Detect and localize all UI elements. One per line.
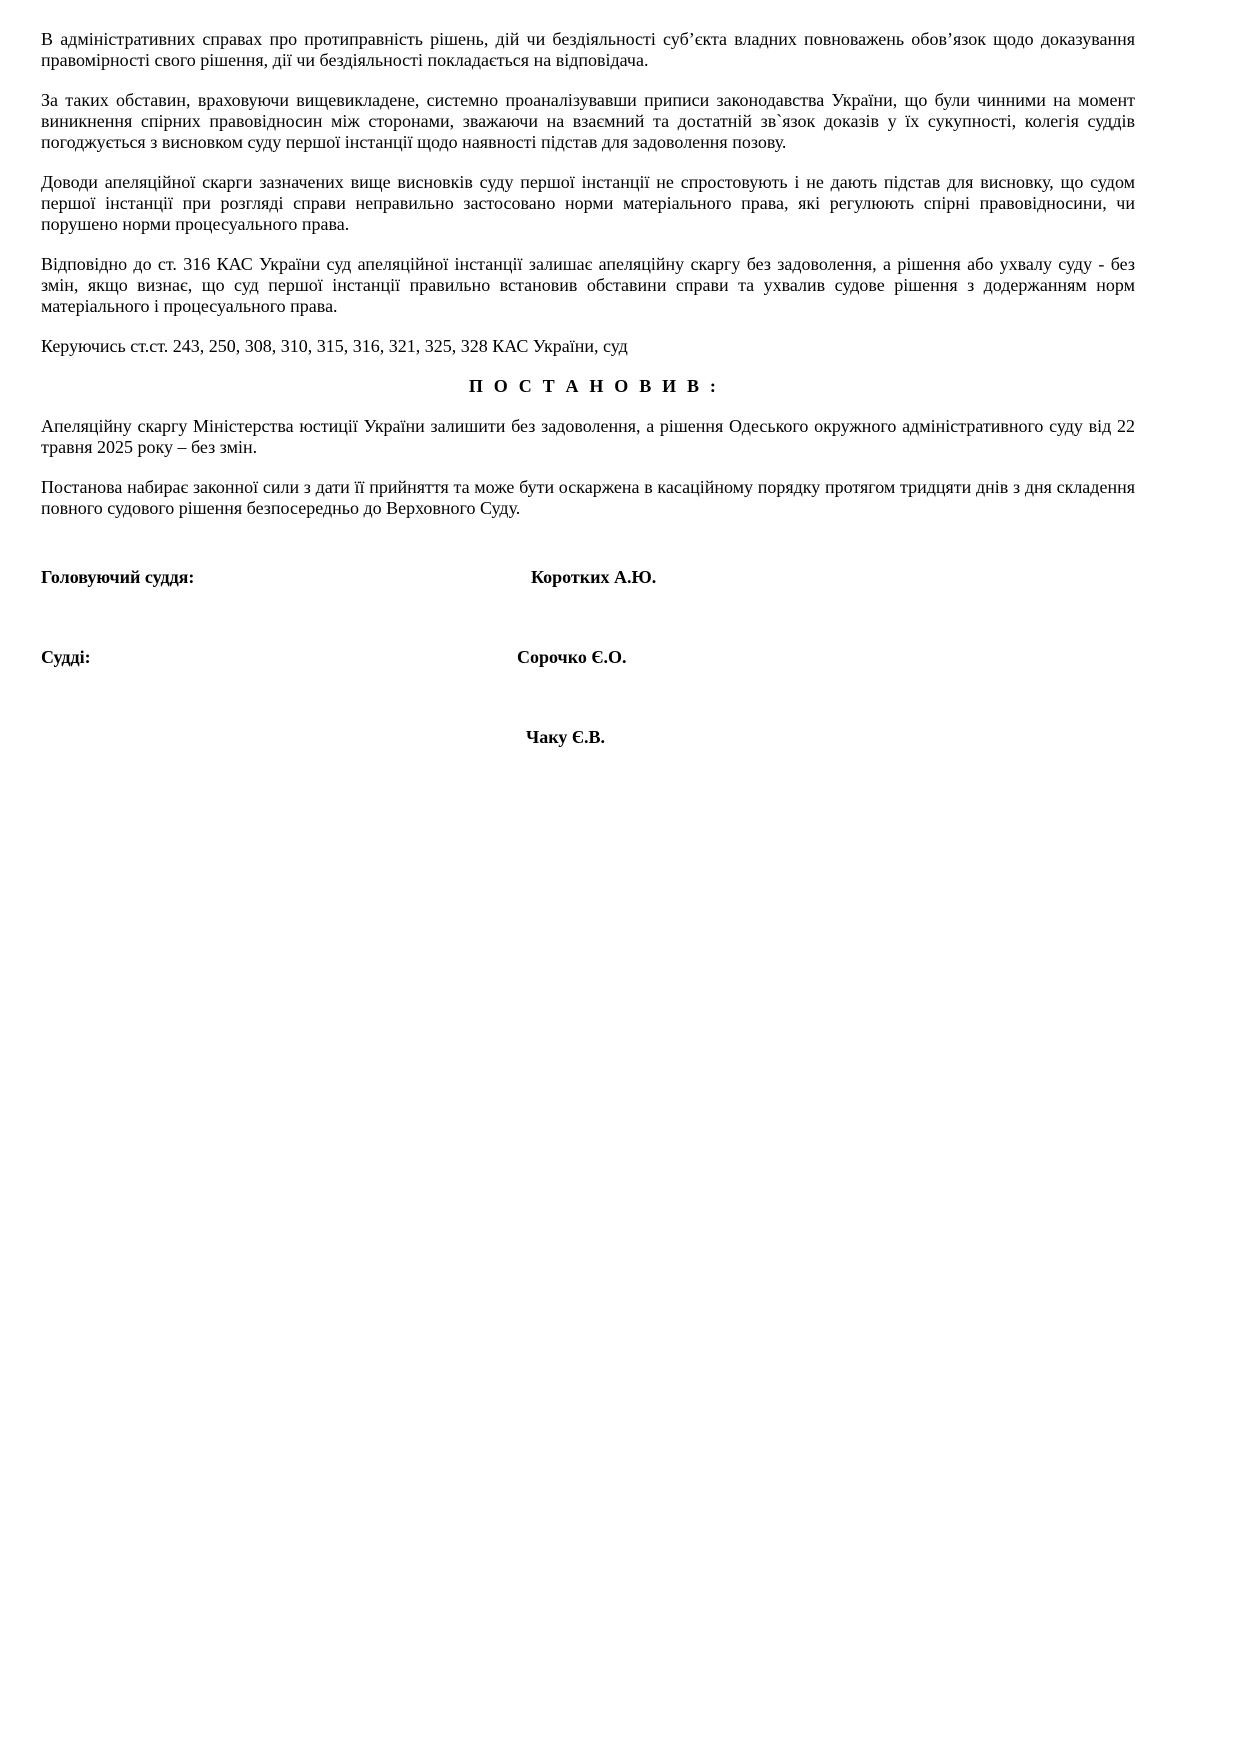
paragraph-court-agrees: За таких обставин, враховуючи вищевикладене, системно проаналізувавши приписи законодавства України, що були чинними на момент виникнення спірних правовідносин між сторонами, зважаючи на взаємний та достатній зв`язок доказів у їх сукупності, колегія суддів погоджується з висновком суду першої інстанції щодо наявності підстав для задоволення позову. xyxy=(41,90,1135,152)
presiding-judge-label: Головуючий суддя: xyxy=(41,567,195,587)
signature-row-judges xyxy=(41,647,1135,668)
paragraph-article-316: Відповідно до ст. 316 КАС України суд апеляційної інстанції залишає апеляційну скаргу без задоволення, а рішення або ухвалу суду - без змін, якщо визнає, що суд першої інстанції правильно встановив обставини справи та ухвалив судове рішення з додержанням норм матеріального і процесуального права. xyxy=(41,254,1135,316)
paragraph-appeal-arguments: Доводи апеляційної скарги зазначених вище висновків суду першої інстанції не спростовують і не дають підстав для висновку, що судом першої інстанції при розгляді справи неправильно застосовано норми матеріального права, які регулюють спірні правовідносини, чи порушено норми процесуального права. xyxy=(41,172,1135,234)
signature-block xyxy=(41,567,1135,757)
signature-row-presiding xyxy=(41,567,1135,588)
judge-name-2: Чаку Є.В. xyxy=(526,727,606,747)
ruling-heading: П О С Т А Н О В И В : xyxy=(468,376,720,396)
ruling-paragraph-decision: Апеляційну скаргу Міністерства юстиції України залишити без задоволення, а рішення Одеського окружного адміністративного суду від 22 травня 2025 року – без змін. xyxy=(41,416,1135,457)
paragraph-guided-by: Керуючись ст.ст. 243, 250, 308, 310, 315, 316, 321, 325, 328 КАС України, суд xyxy=(41,336,628,356)
signature-row-judge-2 xyxy=(41,727,1135,748)
paragraph-burden-of-proof: В адміністративних справах про протиправність рішень, дій чи бездіяльності суб’єкта владних повноважень обов’язок щодо доказування правомірності свого рішення, дії чи бездіяльності покладається на відповідача. xyxy=(41,29,1135,70)
document-page xyxy=(41,29,1135,757)
presiding-judge-name: Коротких А.Ю. xyxy=(531,567,657,587)
judges-label: Судді: xyxy=(41,647,91,667)
ruling-paragraph-entry-into-force: Постанова набирає законної сили з дати її прийняття та може бути оскаржена в касаційному порядку протягом тридцяти днів з дня складення повного судового рішення безпосередньо до Верховного Суду. xyxy=(41,477,1135,518)
judge-name-1: Сорочко Є.О. xyxy=(517,647,627,667)
